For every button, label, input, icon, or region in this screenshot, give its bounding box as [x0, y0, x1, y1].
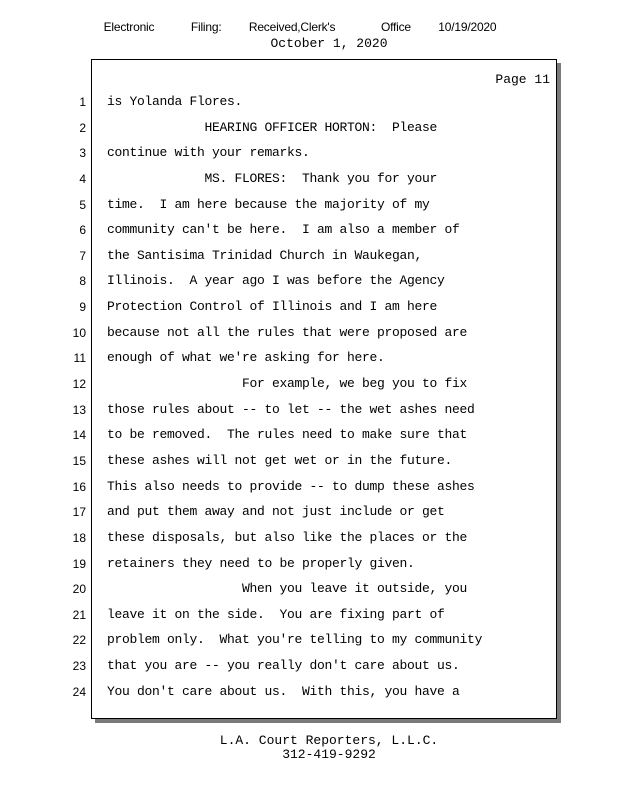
line-number: 6 [79, 223, 86, 238]
line-number: 1 [79, 95, 86, 109]
line-number: 22 [72, 633, 86, 648]
transcript-line: these ashes will not get wet or in the future. [107, 452, 453, 468]
transcript-line: and put them away and not just include or get [107, 504, 445, 520]
line-number: 13 [72, 402, 86, 417]
transcript-line: problem only. What you're telling to my community [107, 632, 483, 648]
transcript-line: Illinois. A year ago I was before the Agency [107, 273, 445, 289]
transcript-line: Protection Control of Illinois and I am here [107, 299, 438, 315]
transcript-line: time. I am here because the majority of my [107, 196, 430, 212]
transcript-line: This also needs to provide -- to dump these ashes [107, 478, 475, 494]
line-number: 4 [79, 171, 86, 186]
transcript-line: the Santisima Trinidad Church in Waukegan, [107, 247, 423, 263]
transcript-text [107, 93, 552, 708]
transcript-line: enough of what we're asking for here. [107, 350, 385, 366]
line-number-column [60, 93, 86, 708]
transcript-line: is Yolanda Flores. [107, 94, 243, 109]
line-number: 10 [72, 325, 86, 340]
line-number: 8 [79, 274, 86, 289]
transcript-line: MS. FLORES: Thank you for your [107, 170, 438, 186]
line-number: 16 [72, 479, 86, 494]
transcript-line: to be removed. The rules need to make sure that [107, 427, 468, 443]
line-number: 3 [79, 146, 86, 161]
line-number: 17 [72, 505, 86, 520]
transcript-line: continue with your remarks. [107, 145, 310, 161]
line-number: 11 [73, 351, 86, 366]
transcript-line: those rules about -- to let -- the wet ashes need [107, 401, 475, 417]
transcript-line: retainers they need to be properly given. [107, 555, 415, 571]
reporter-company: L.A. Court Reporters, L.L.C. [219, 733, 439, 748]
line-number: 23 [72, 659, 86, 674]
line-number: 5 [79, 197, 86, 212]
transcript-line: these disposals, but also like the places or the [107, 529, 468, 545]
line-number: 7 [79, 248, 86, 263]
transcript-line: For example, we beg you to fix [107, 376, 468, 392]
line-number: 14 [72, 428, 86, 443]
transcript-line: that you are -- you really don't care about us. [107, 658, 460, 674]
line-number: 21 [72, 607, 86, 622]
transcript-line: because not all the rules that were proposed are [107, 324, 468, 340]
transcript-line: When you leave it outside, you [107, 581, 468, 597]
transcript-line: HEARING OFFICER HORTON: Please [107, 119, 438, 135]
line-number: 19 [72, 556, 86, 571]
line-number: 18 [72, 530, 86, 545]
reporter-phone: 312-419-9292 [282, 747, 376, 762]
transcript-line: You don't care about us. With this, you have a [107, 683, 460, 699]
filing-stamp: Electronic Filing: Received,Clerk's Office 10/19/2020 [103, 20, 497, 34]
line-number: 15 [72, 453, 86, 468]
transcript-date: October 1, 2020 [270, 36, 388, 51]
transcript-line: leave it on the side. You are fixing part of [107, 606, 445, 622]
transcript-line: community can't be here. I am also a member of [107, 222, 460, 238]
line-number: 2 [79, 120, 86, 135]
page-number: Page 11 [495, 72, 550, 87]
line-number: 9 [79, 300, 86, 315]
line-number: 20 [72, 582, 86, 597]
line-number: 12 [72, 377, 86, 392]
line-number: 24 [72, 684, 86, 699]
